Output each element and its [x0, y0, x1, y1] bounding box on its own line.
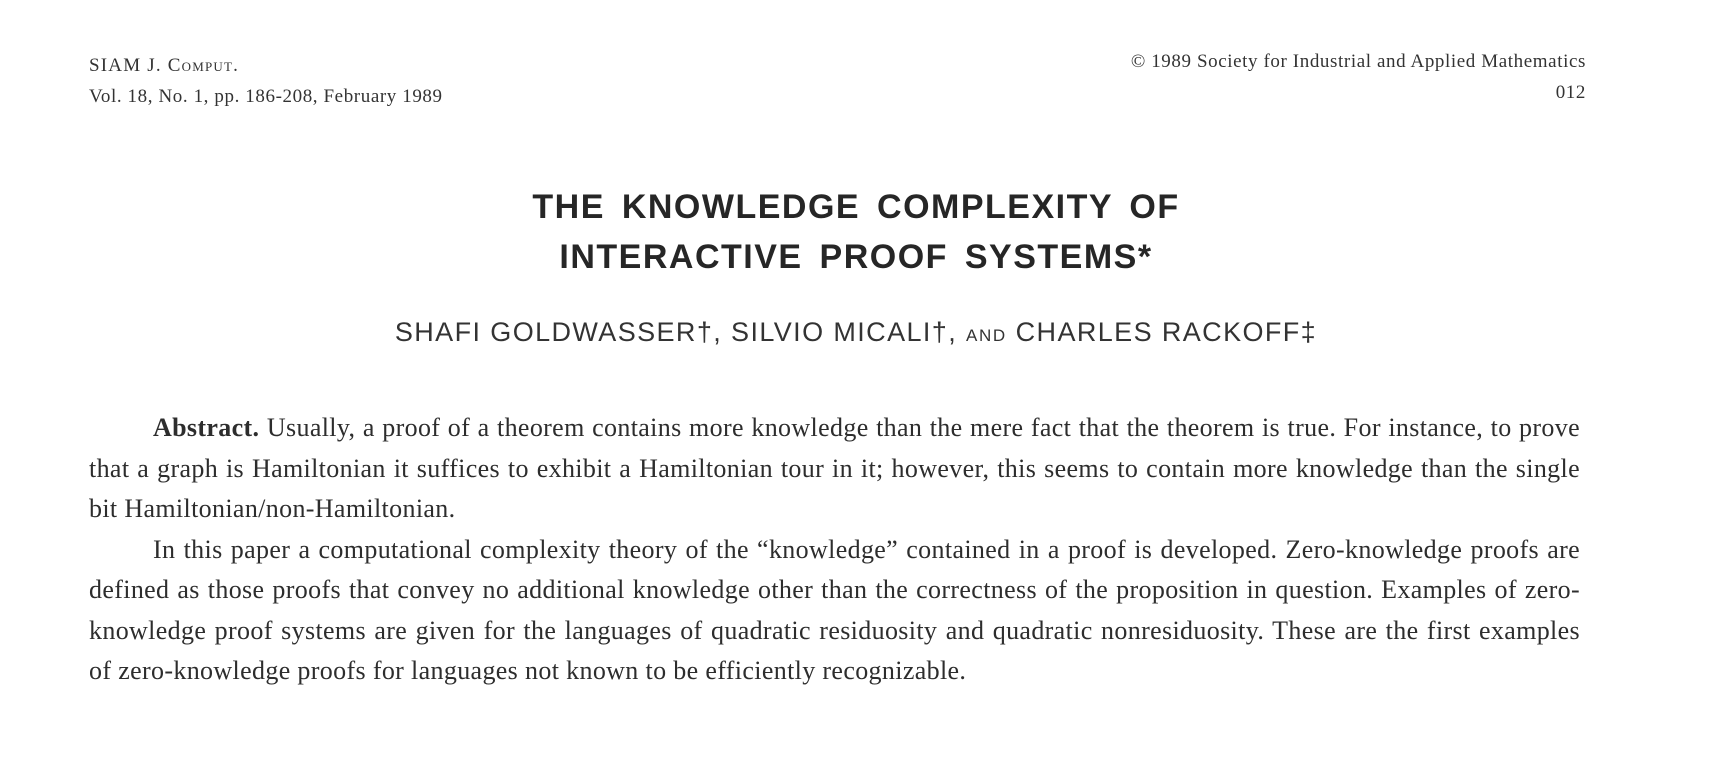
abstract-paragraph-2: In this paper a computational complexity theory of the “knowledge” contained in a proof is developed. Zero-knowledge proofs are defined as those proofs that convey no additional knowledge other than the correctness of the proposition in question. Examples of zero-knowledge proof systems are given for the languages of quadratic residuosity and quadratic nonresiduosity. These are the first examples of zero-knowledge proofs for languages not known to be efficiently recognizable. [89, 534, 1580, 685]
title-line-1: THE KNOWLEDGE COMPLEXITY OF [532, 188, 1180, 226]
copyright-line: © 1989 Society for Industrial and Applied Mathematics [1130, 51, 1586, 72]
author-micali: SILVIO MICALI†, [731, 317, 958, 347]
author-rackoff: CHARLES RACKOFF‡ [1015, 317, 1318, 347]
abstract-paragraph-1 [89, 408, 1580, 530]
article-number: 012 [1555, 82, 1586, 103]
author-list [0, 314, 1712, 352]
abstract-label: Abstract. [153, 413, 260, 442]
copyright-header [1131, 46, 1586, 108]
abstract-paragraph-1-text: Usually, a proof of a theorem contains more knowledge than the mere fact that the theorem is true. For instance, to prove that a graph is Hamiltonian it suffices to exhibit a Hamiltonian tour in it; however, this seems to contain more knowledge than the single bit Hamiltonian/non-Hamiltonian. [89, 413, 1580, 523]
author-goldwasser: SHAFI GOLDWASSER†, [394, 317, 723, 347]
title-line-2: INTERACTIVE PROOF SYSTEMS* [559, 238, 1153, 276]
paper-title [0, 182, 1712, 282]
volume-line: Vol. 18, No. 1, pp. 186-208, February 1989 [89, 86, 443, 107]
abstract [89, 408, 1580, 692]
journal-name: SIAM J. Comput. [89, 55, 240, 76]
journal-header [89, 50, 443, 112]
author-conjunction: and [966, 320, 1007, 347]
